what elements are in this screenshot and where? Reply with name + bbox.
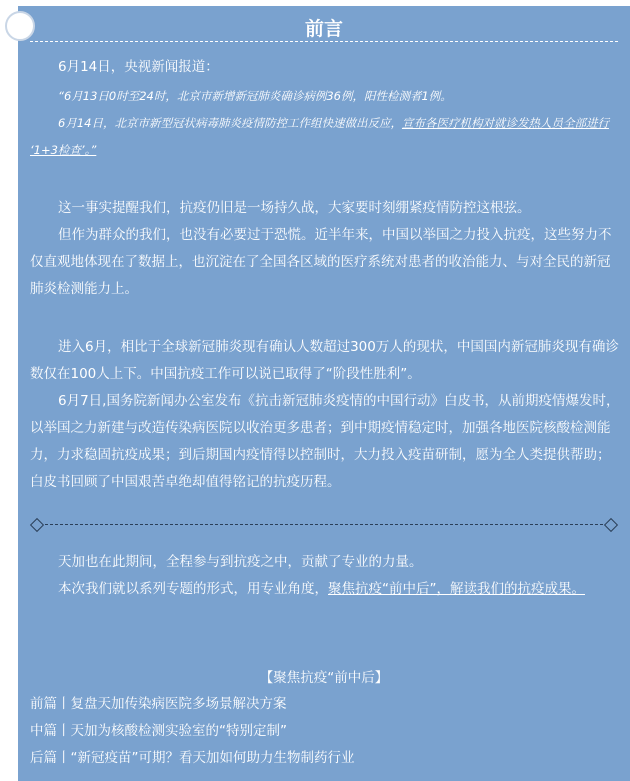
section-divider: [30, 519, 618, 531]
diamond-right-icon: [604, 518, 618, 532]
para-date-report: 6月14日，央视新闻报道：: [58, 59, 219, 75]
para-june-stats: 进入6月，相比于全球新冠肺炎现有确认人数超过300万人的现状，中国国内新冠肺炎现有确诊数仅在100人上下。中国抗疫工作可以说已取得了“阶段性胜利”。: [30, 339, 619, 382]
series-link-part3[interactable]: 后篇丨“新冠疫苗”可期？看天加如何助力生物制药行业: [30, 750, 355, 766]
series-title: 【聚焦抗疫“前中后】: [259, 670, 389, 686]
para-no-panic: 但作为群众的我们，也没有必要过于恐慌。近半年来，中国以举国之力投入抗疫，这些努力不仅直观地体现在了数据上，也沉淀在了全国各区域的医疗系统对患者的收治能力、与对全民的新冠肺炎检测能力上。: [30, 227, 612, 297]
series-link-part1[interactable]: 前篇丨复盘天加传染病医院多场景解决方案: [30, 696, 287, 712]
title-divider: [30, 41, 618, 42]
article-panel: [18, 6, 630, 781]
para-series-intro: [30, 576, 620, 603]
para-white-paper: 6月7日,国务院新闻办公室发布《抗击新冠肺炎疫情的中国行动》白皮书，从前期疫情爆发时，以举国之力新建与改造传染病医院以收治更多患者；到中期疫情稳定时，加强各地医院核酸检测能力，力求稳固抗疫成果；到后期国内疫情得以控制时，大力投入疫苗研制，愿为全人类提供帮助；白皮书回顾了中国艰苦卓绝却值得铭记的抗疫历程。: [30, 393, 620, 490]
para-quote-response: [30, 110, 620, 164]
para-quote-cases: “6月13日0时至24时，北京市新增新冠肺炎确诊病例36例，阳性检测者1例。: [58, 89, 452, 103]
para-quote-response-underlined: 宣布各医疗机构对就诊发热人员全部进行 ‘1+3检查’。”: [30, 116, 609, 157]
para-series-intro-underlined: 聚焦抗疫“前中后”，解读我们的抗疫成果。: [328, 581, 585, 597]
para-series-intro-text: 本次我们就以系列专题的形式，用专业角度，: [58, 581, 328, 597]
para-quote-response-text: 6月14日，北京市新型冠状病毒肺炎疫情防控工作组快速做出反应，: [58, 116, 402, 130]
para-reminder: 这一事实提醒我们，抗疫仍旧是一场持久战，大家要时刻绷紧疫情防控这根弦。: [58, 200, 531, 216]
diamond-left-icon: [30, 518, 44, 532]
series-link-part2[interactable]: 中篇丨天加为核酸检测实验室的“特别定制”: [30, 723, 287, 739]
page-title: 前言: [304, 18, 343, 40]
para-tica-participation: 天加也在此期间，全程参与到抗疫之中，贡献了专业的力量。: [58, 554, 423, 570]
